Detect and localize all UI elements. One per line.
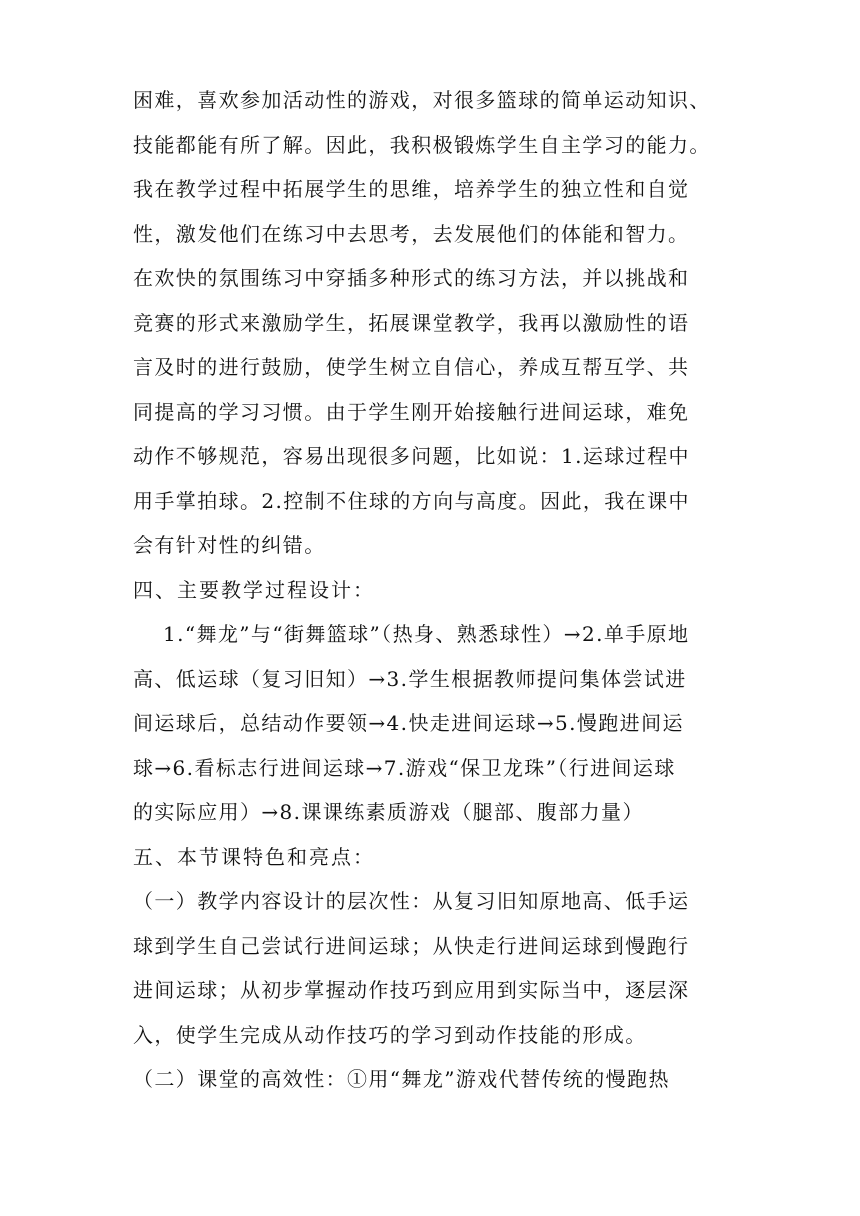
paragraph-line: 动作不够规范，容易出现很多问题，比如说：1.运球过程中 xyxy=(133,444,690,468)
paragraph-line: 的实际应用）→8.课课练素质游戏（腿部、腹部力量） xyxy=(133,800,644,824)
paragraph-line: 会有针对性的纠错。 xyxy=(133,533,326,557)
paragraph-line: 进间运球；从初步掌握动作技巧到应用到实际当中，逐层深 xyxy=(133,978,690,1002)
paragraph-line: 言及时的进行鼓励，使学生树立自信心，养成互帮互学、共 xyxy=(133,355,690,379)
paragraph-line: （二）课堂的高效性：①用“舞龙”游戏代替传统的慢跑热 xyxy=(133,1067,670,1091)
paragraph-line: 在欢快的氛围练习中穿插多种形式的练习方法，并以挑战和 xyxy=(133,266,690,290)
paragraph-line: 竞赛的形式来激励学生，拓展课堂教学，我再以激励性的语 xyxy=(133,310,690,335)
paragraph-line: 1.“舞龙”与“街舞篮球”（热身、熟悉球性）→2.单手原地 xyxy=(163,622,690,646)
paragraph-line: 球→6.看标志行进间运球→7.游戏“保卫龙珠”（行进间运球 xyxy=(133,755,676,780)
document-body xyxy=(133,78,733,1102)
paragraph-line: 困难，喜欢参加活动性的游戏，对很多篮球的简单运动知识、 xyxy=(133,88,711,112)
paragraph-line: （一）教学内容设计的层次性：从复习旧知原地高、低手运 xyxy=(133,889,690,913)
paragraph-line: 高、低运球（复习旧知）→3.学生根据教师提问集体尝试进 xyxy=(133,666,687,691)
paragraph-line: 同提高的学习习惯。由于学生刚开始接触行进间运球，难免 xyxy=(133,399,690,424)
paragraph-line: 球到学生自己尝试行进间运球；从快走行进间运球到慢跑行 xyxy=(133,933,690,958)
paragraph-line: 性，激发他们在练习中去思考，去发展他们的体能和智力。 xyxy=(133,221,690,246)
paragraph-line: 用手掌拍球。2.控制不住球的方向与高度。因此，我在课中 xyxy=(133,488,690,513)
section-heading: 五、本节课特色和亮点： xyxy=(133,844,375,869)
paragraph-line: 间运球后，总结动作要领→4.快走进间运球→5.慢跑进间运 xyxy=(133,711,684,735)
paragraph-line: 我在教学过程中拓展学生的思维，培养学生的独立性和自觉 xyxy=(133,177,690,201)
paragraph-line: 入，使学生完成从动作技巧的学习到动作技能的形成。 xyxy=(133,1022,647,1047)
paragraph-line: 技能都能有所了解。因此，我积极锻炼学生自主学习的能力。 xyxy=(133,132,711,157)
section-heading: 四、主要教学过程设计： xyxy=(133,577,375,602)
